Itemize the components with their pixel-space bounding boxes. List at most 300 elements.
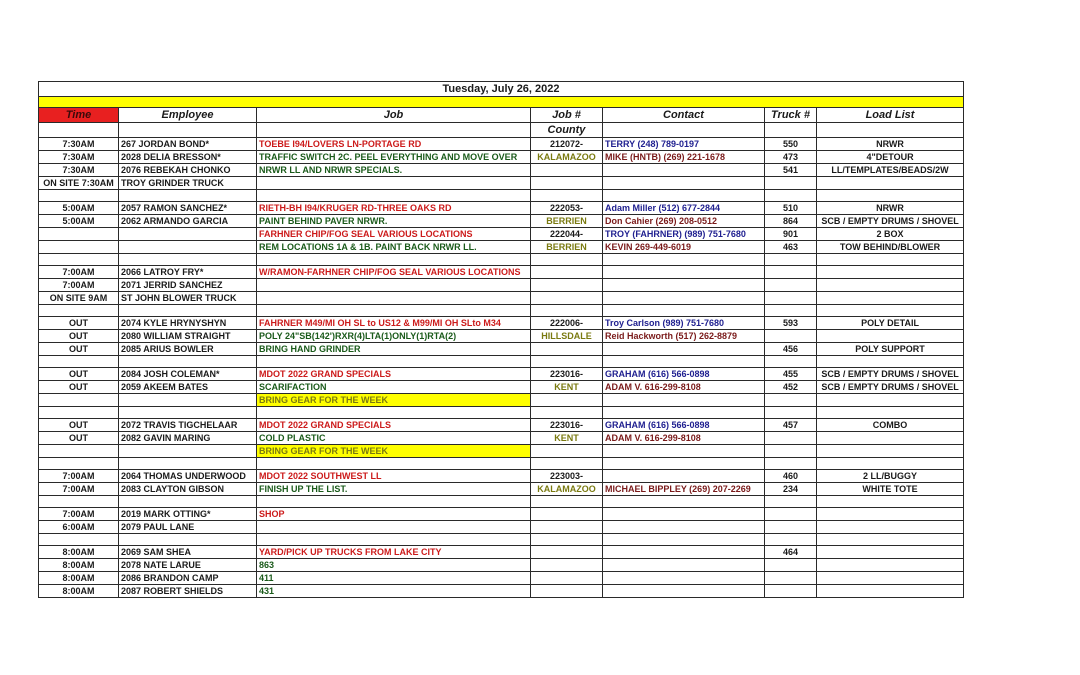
contact-cell: GRAHAM (616) 566-0898 [603, 368, 765, 381]
job-cell: BRING HAND GRINDER [257, 343, 531, 356]
truck-cell [765, 585, 817, 598]
time-cell: OUT [39, 368, 119, 381]
header-job: Job [257, 108, 531, 123]
load-cell: SCB / EMPTY DRUMS / SHOVEL [817, 215, 964, 228]
truck-cell [765, 292, 817, 305]
contact-cell [603, 356, 765, 368]
contact-cell: KEVIN 269-449-6019 [603, 241, 765, 254]
table-row [39, 202, 964, 215]
truck-cell: 455 [765, 368, 817, 381]
truck-cell [765, 407, 817, 419]
contact-cell: Troy Carlson (989) 751-7680 [603, 317, 765, 330]
contact-cell [603, 266, 765, 279]
time-cell [39, 534, 119, 546]
load-cell [817, 177, 964, 190]
job-cell: 431 [257, 585, 531, 598]
jobnum-cell [531, 394, 603, 407]
employee-cell [119, 534, 257, 546]
jobnum-cell [531, 279, 603, 292]
truck-cell: 463 [765, 241, 817, 254]
contact-cell [603, 470, 765, 483]
contact-cell: TERRY (248) 789-0197 [603, 138, 765, 151]
truck-cell: 234 [765, 483, 817, 496]
table-row [39, 546, 964, 559]
employee-cell [119, 254, 257, 266]
time-cell: 8:00AM [39, 572, 119, 585]
table-row [39, 292, 964, 305]
jobnum-cell [531, 521, 603, 534]
job-cell [257, 458, 531, 470]
truck-cell [765, 177, 817, 190]
load-cell: TOW BEHIND/BLOWER [817, 241, 964, 254]
time-cell: OUT [39, 432, 119, 445]
blank-row [39, 190, 964, 202]
employee-cell: 2086 BRANDON CAMP [119, 572, 257, 585]
load-cell [817, 266, 964, 279]
table-row [39, 572, 964, 585]
time-cell: 7:00AM [39, 279, 119, 292]
contact-cell [603, 496, 765, 508]
time-cell: OUT [39, 381, 119, 394]
employee-cell: 2071 JERRID SANCHEZ [119, 279, 257, 292]
contact-cell: TROY (FAHRNER) (989) 751-7680 [603, 228, 765, 241]
truck-cell [765, 279, 817, 292]
time-cell: 7:30AM [39, 138, 119, 151]
employee-cell: 2082 GAVIN MARING [119, 432, 257, 445]
load-cell: WHITE TOTE [817, 483, 964, 496]
employee-cell: 2087 ROBERT SHIELDS [119, 585, 257, 598]
truck-cell [765, 508, 817, 521]
load-cell [817, 356, 964, 368]
contact-cell [603, 164, 765, 177]
job-cell [257, 521, 531, 534]
time-cell: 8:00AM [39, 585, 119, 598]
table-row [39, 330, 964, 343]
load-cell [817, 279, 964, 292]
jobnum-cell [531, 559, 603, 572]
contact-cell [603, 521, 765, 534]
truck-cell [765, 458, 817, 470]
job-cell [257, 407, 531, 419]
jobnum-cell [531, 305, 603, 317]
time-cell [39, 496, 119, 508]
blank-row [39, 496, 964, 508]
contact-cell [603, 445, 765, 458]
time-cell: 5:00AM [39, 215, 119, 228]
truck-cell: 452 [765, 381, 817, 394]
subheader-empty [765, 123, 817, 138]
jobnum-cell: KALAMAZOO [531, 483, 603, 496]
load-cell [817, 496, 964, 508]
truck-cell: 456 [765, 343, 817, 356]
time-cell: 7:00AM [39, 508, 119, 521]
jobnum-cell [531, 508, 603, 521]
truck-cell: 593 [765, 317, 817, 330]
jobnum-cell [531, 458, 603, 470]
job-cell: SCARIFACTION [257, 381, 531, 394]
employee-cell [119, 228, 257, 241]
load-cell: 4"DETOUR [817, 151, 964, 164]
employee-cell: 2079 PAUL LANE [119, 521, 257, 534]
table-row [39, 559, 964, 572]
truck-cell: 901 [765, 228, 817, 241]
jobnum-cell [531, 292, 603, 305]
jobnum-cell [531, 534, 603, 546]
load-cell [817, 445, 964, 458]
time-cell: 7:00AM [39, 266, 119, 279]
contact-cell: MICHAEL BIPPLEY (269) 207-2269 [603, 483, 765, 496]
job-cell: FARHNER CHIP/FOG SEAL VARIOUS LOCATIONS [257, 228, 531, 241]
employee-cell: 2078 NATE LARUE [119, 559, 257, 572]
jobnum-cell [531, 343, 603, 356]
jobnum-cell: KENT [531, 381, 603, 394]
time-cell [39, 458, 119, 470]
jobnum-cell [531, 164, 603, 177]
header-truck: Truck # [765, 108, 817, 123]
contact-cell [603, 407, 765, 419]
contact-cell: Reid Hackworth (517) 262-8879 [603, 330, 765, 343]
truck-cell [765, 266, 817, 279]
load-cell: COMBO [817, 419, 964, 432]
jobnum-cell [531, 356, 603, 368]
jobnum-cell [531, 407, 603, 419]
job-cell [257, 356, 531, 368]
load-cell [817, 432, 964, 445]
jobnum-cell: BERRIEN [531, 241, 603, 254]
employee-cell [119, 305, 257, 317]
contact-cell [603, 177, 765, 190]
job-cell: PAINT BEHIND PAVER NRWR. [257, 215, 531, 228]
truck-cell [765, 330, 817, 343]
time-cell: 7:00AM [39, 470, 119, 483]
contact-cell: MIKE (HNTB) (269) 221-1678 [603, 151, 765, 164]
truck-cell [765, 190, 817, 202]
jobnum-cell [531, 572, 603, 585]
load-cell: NRWR [817, 138, 964, 151]
load-cell: LL/TEMPLATES/BEADS/2W [817, 164, 964, 177]
blank-row [39, 356, 964, 368]
load-cell [817, 330, 964, 343]
load-cell [817, 521, 964, 534]
job-cell [257, 254, 531, 266]
load-cell [817, 458, 964, 470]
load-cell: POLY SUPPORT [817, 343, 964, 356]
subheader-empty [119, 123, 257, 138]
job-cell [257, 279, 531, 292]
contact-cell: ADAM V. 616-299-8108 [603, 432, 765, 445]
contact-cell [603, 559, 765, 572]
header-employee: Employee [119, 108, 257, 123]
employee-cell [119, 190, 257, 202]
employee-cell: 2076 REBEKAH CHONKO [119, 164, 257, 177]
employee-cell [119, 445, 257, 458]
truck-cell [765, 496, 817, 508]
subheader-empty [817, 123, 964, 138]
contact-cell: Adam Miller (512) 677-2844 [603, 202, 765, 215]
job-cell [257, 177, 531, 190]
job-cell: MDOT 2022 GRAND SPECIALS [257, 419, 531, 432]
jobnum-cell: KENT [531, 432, 603, 445]
employee-cell: 2074 KYLE HRYNYSHYN [119, 317, 257, 330]
contact-cell [603, 546, 765, 559]
truck-cell: 510 [765, 202, 817, 215]
contact-cell: GRAHAM (616) 566-0898 [603, 419, 765, 432]
contact-cell [603, 279, 765, 292]
job-cell: BRING GEAR FOR THE WEEK [257, 394, 531, 407]
time-cell: OUT [39, 343, 119, 356]
table-row [39, 521, 964, 534]
contact-cell [603, 254, 765, 266]
time-cell [39, 228, 119, 241]
time-cell: 7:30AM [39, 151, 119, 164]
time-cell: 8:00AM [39, 559, 119, 572]
header-load: Load List [817, 108, 964, 123]
job-cell: NRWR LL AND NRWR SPECIALS. [257, 164, 531, 177]
load-cell [817, 305, 964, 317]
time-cell [39, 190, 119, 202]
time-cell: 7:00AM [39, 483, 119, 496]
table-row [39, 419, 964, 432]
employee-cell: 2057 RAMON SANCHEZ* [119, 202, 257, 215]
job-cell: POLY 24"SB(142')RXR(4)LTA(1)ONLY(1)RTA(2) [257, 330, 531, 343]
table-row [39, 215, 964, 228]
employee-cell: 2066 LATROY FRY* [119, 266, 257, 279]
job-cell: TOEBE I94/LOVERS LN-PORTAGE RD [257, 138, 531, 151]
employee-cell: 2080 WILLIAM STRAIGHT [119, 330, 257, 343]
jobnum-cell [531, 445, 603, 458]
employee-cell: ST JOHN BLOWER TRUCK [119, 292, 257, 305]
job-cell: REM LOCATIONS 1A & 1B. PAINT BACK NRWR LL. [257, 241, 531, 254]
subheader-row [39, 123, 964, 138]
time-cell [39, 407, 119, 419]
job-cell: RIETH-BH I94/KRUGER RD-THREE OAKS RD [257, 202, 531, 215]
jobnum-cell [531, 190, 603, 202]
contact-cell [603, 534, 765, 546]
contact-cell: ADAM V. 616-299-8108 [603, 381, 765, 394]
job-cell: MDOT 2022 SOUTHWEST LL [257, 470, 531, 483]
jobnum-cell [531, 266, 603, 279]
time-cell: 6:00AM [39, 521, 119, 534]
time-cell: 7:30AM [39, 164, 119, 177]
employee-cell: 2062 ARMANDO GARCIA [119, 215, 257, 228]
load-cell: 2 BOX [817, 228, 964, 241]
employee-cell: 2064 THOMAS UNDERWOOD [119, 470, 257, 483]
jobnum-cell: 223016- [531, 368, 603, 381]
blank-row [39, 458, 964, 470]
employee-cell: 2019 MARK OTTING* [119, 508, 257, 521]
time-cell: 8:00AM [39, 546, 119, 559]
truck-cell [765, 394, 817, 407]
truck-cell [765, 445, 817, 458]
job-cell: FINISH UP THE LIST. [257, 483, 531, 496]
subheader-empty [39, 123, 119, 138]
truck-cell [765, 559, 817, 572]
blank-row [39, 305, 964, 317]
job-cell: TRAFFIC SWITCH 2C. PEEL EVERYTHING AND MOVE OVER [257, 151, 531, 164]
time-cell: ON SITE 9AM [39, 292, 119, 305]
employee-cell [119, 458, 257, 470]
job-cell: YARD/PICK UP TRUCKS FROM LAKE CITY [257, 546, 531, 559]
job-cell [257, 305, 531, 317]
load-cell [817, 572, 964, 585]
truck-cell [765, 572, 817, 585]
truck-cell [765, 356, 817, 368]
job-cell: MDOT 2022 GRAND SPECIALS [257, 368, 531, 381]
load-cell [817, 508, 964, 521]
time-cell: ON SITE 7:30AM [39, 177, 119, 190]
jobnum-cell [531, 585, 603, 598]
jobnum-cell: 223003- [531, 470, 603, 483]
contact-cell [603, 585, 765, 598]
time-cell: OUT [39, 317, 119, 330]
title-row [39, 82, 964, 97]
job-cell: SHOP [257, 508, 531, 521]
yellow-band [39, 97, 964, 108]
table-row [39, 177, 964, 190]
truck-cell [765, 254, 817, 266]
table-row [39, 241, 964, 254]
table-row [39, 585, 964, 598]
header-jobnum: Job # [531, 108, 603, 123]
employee-cell: 2059 AKEEM BATES [119, 381, 257, 394]
jobnum-cell: HILLSDALE [531, 330, 603, 343]
jobnum-cell [531, 496, 603, 508]
load-cell: SCB / EMPTY DRUMS / SHOVEL [817, 381, 964, 394]
load-cell [817, 585, 964, 598]
contact-cell [603, 292, 765, 305]
table-row [39, 228, 964, 241]
jobnum-cell [531, 254, 603, 266]
table-row [39, 266, 964, 279]
job-cell: COLD PLASTIC [257, 432, 531, 445]
blank-row [39, 254, 964, 266]
table-row [39, 483, 964, 496]
subheader-empty [257, 123, 531, 138]
time-cell: OUT [39, 330, 119, 343]
jobnum-cell: 222053- [531, 202, 603, 215]
table-row [39, 470, 964, 483]
truck-cell: 541 [765, 164, 817, 177]
time-cell [39, 254, 119, 266]
job-cell: FAHRNER M49/MI OH SL to US12 & M99/MI OH SLto M34 [257, 317, 531, 330]
time-cell [39, 241, 119, 254]
jobnum-cell: BERRIEN [531, 215, 603, 228]
contact-cell [603, 190, 765, 202]
load-cell [817, 534, 964, 546]
employee-cell: 2028 DELIA BRESSON* [119, 151, 257, 164]
job-cell [257, 496, 531, 508]
employee-cell: 2084 JOSH COLEMAN* [119, 368, 257, 381]
job-cell [257, 292, 531, 305]
header-row [39, 108, 964, 123]
header-county: County [531, 123, 603, 138]
truck-cell: 460 [765, 470, 817, 483]
truck-cell [765, 432, 817, 445]
load-cell [817, 407, 964, 419]
jobnum-cell: 222006- [531, 317, 603, 330]
employee-cell [119, 394, 257, 407]
header-contact: Contact [603, 108, 765, 123]
employee-cell: 2085 ARIUS BOWLER [119, 343, 257, 356]
job-cell: 411 [257, 572, 531, 585]
table-row [39, 317, 964, 330]
jobnum-cell [531, 546, 603, 559]
time-cell [39, 305, 119, 317]
jobnum-cell [531, 177, 603, 190]
table-row [39, 508, 964, 521]
employee-cell [119, 407, 257, 419]
table-row [39, 343, 964, 356]
subheader-empty [603, 123, 765, 138]
table-row [39, 394, 964, 407]
load-cell: SCB / EMPTY DRUMS / SHOVEL [817, 368, 964, 381]
load-cell [817, 292, 964, 305]
job-cell: W/RAMON-FARHNER CHIP/FOG SEAL VARIOUS LOCATIONS [257, 266, 531, 279]
contact-cell [603, 394, 765, 407]
employee-cell [119, 356, 257, 368]
time-cell: 5:00AM [39, 202, 119, 215]
blank-row [39, 407, 964, 419]
employee-cell: 2083 CLAYTON GIBSON [119, 483, 257, 496]
load-cell: 2 LL/BUGGY [817, 470, 964, 483]
contact-cell: Don Cahier (269) 208-0512 [603, 215, 765, 228]
contact-cell [603, 572, 765, 585]
load-cell [817, 190, 964, 202]
table-row [39, 138, 964, 151]
table-row [39, 164, 964, 177]
table-row [39, 279, 964, 292]
truck-cell: 457 [765, 419, 817, 432]
job-cell: 863 [257, 559, 531, 572]
employee-cell: 267 JORDAN BOND* [119, 138, 257, 151]
employee-cell: TROY GRINDER TRUCK [119, 177, 257, 190]
table-row [39, 445, 964, 458]
time-cell [39, 445, 119, 458]
truck-cell: 473 [765, 151, 817, 164]
jobnum-cell: 223016- [531, 419, 603, 432]
truck-cell: 464 [765, 546, 817, 559]
page-title: Tuesday, July 26, 2022 [39, 82, 964, 97]
load-cell: POLY DETAIL [817, 317, 964, 330]
header-time: Time [39, 108, 119, 123]
truck-cell: 864 [765, 215, 817, 228]
blank-row [39, 534, 964, 546]
load-cell: NRWR [817, 202, 964, 215]
employee-cell: 2069 SAM SHEA [119, 546, 257, 559]
job-cell [257, 534, 531, 546]
contact-cell [603, 305, 765, 317]
load-cell [817, 559, 964, 572]
highlight-band [39, 97, 964, 108]
jobnum-cell: 222044- [531, 228, 603, 241]
time-cell: OUT [39, 419, 119, 432]
table-row [39, 151, 964, 164]
jobnum-cell: KALAMAZOO [531, 151, 603, 164]
truck-cell [765, 305, 817, 317]
job-cell: BRING GEAR FOR THE WEEK [257, 445, 531, 458]
job-cell [257, 190, 531, 202]
jobnum-cell: 212072- [531, 138, 603, 151]
truck-cell [765, 521, 817, 534]
schedule-table [38, 81, 964, 598]
load-cell [817, 394, 964, 407]
contact-cell [603, 458, 765, 470]
truck-cell [765, 534, 817, 546]
time-cell [39, 394, 119, 407]
load-cell [817, 546, 964, 559]
contact-cell [603, 343, 765, 356]
table-row [39, 368, 964, 381]
